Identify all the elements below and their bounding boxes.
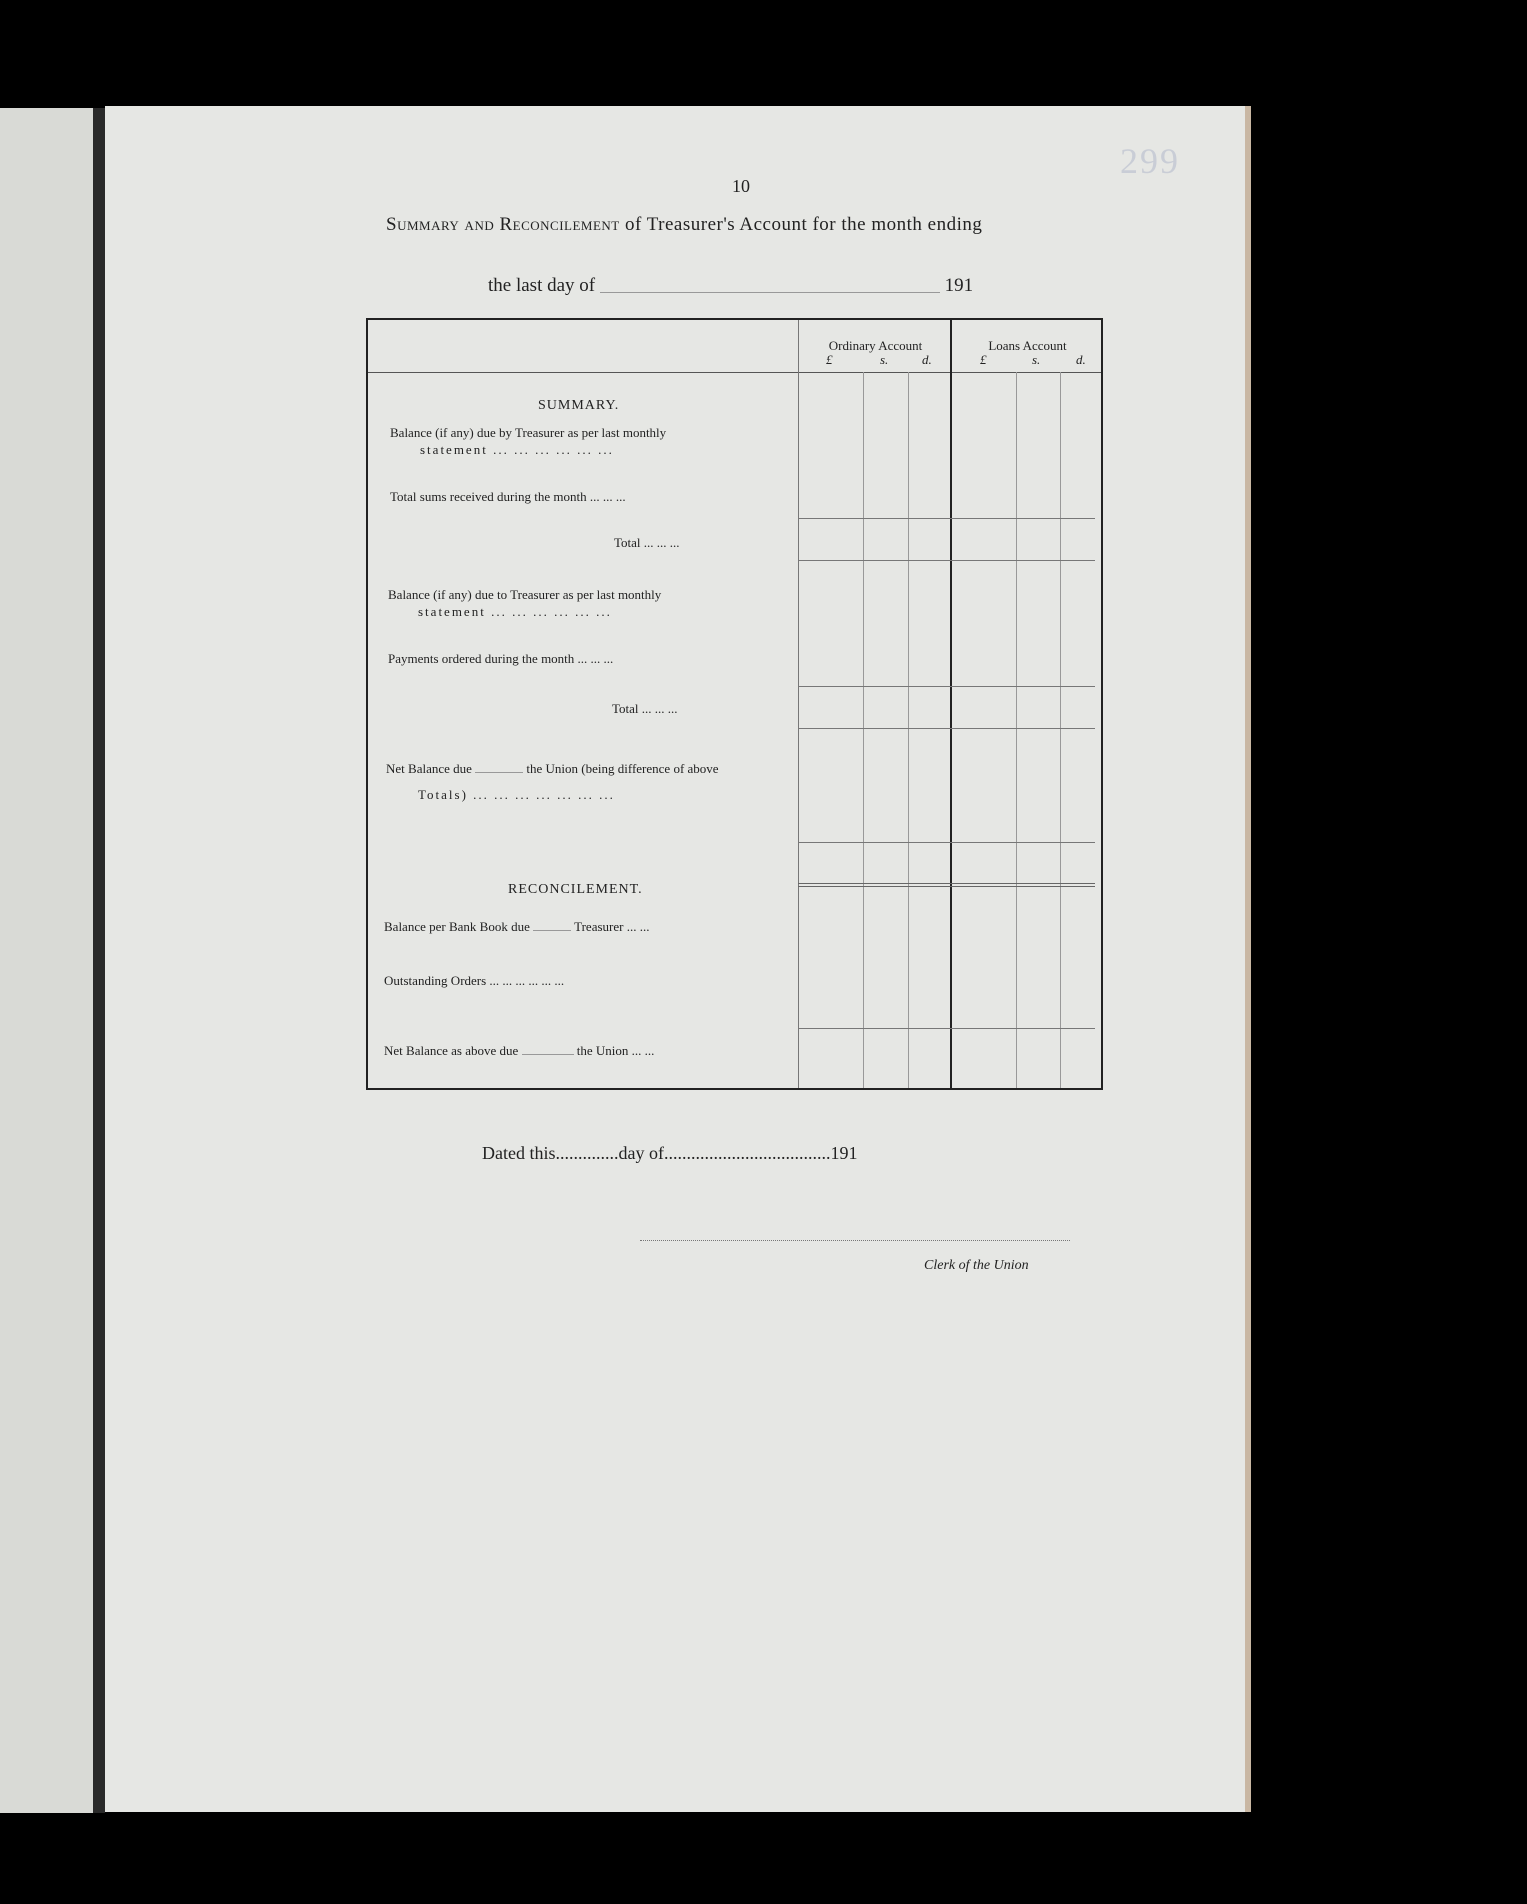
loans-pound-divider: [1016, 372, 1017, 1088]
account-divider: [950, 320, 952, 1088]
ordinary-pence-subheader: d.: [922, 352, 932, 367]
net-above-suffix: the Union ... ...: [576, 1043, 655, 1058]
signature-caption: Clerk of the Union: [924, 1258, 1029, 1273]
title-rest: of Treasurer's Account for the month ending: [619, 214, 983, 235]
loans-shilling-subheader: s.: [1032, 352, 1041, 367]
subline-year: 191: [944, 275, 974, 296]
total-2-top-rule: [798, 686, 1095, 687]
bank-book-balance: [384, 918, 649, 935]
net-balance-as-above: [384, 1042, 654, 1059]
loans-pence-subheader: d.: [1076, 352, 1086, 367]
header-rule: [368, 372, 1101, 373]
loans-pound-subheader: £: [980, 352, 987, 367]
book-gutter: [93, 108, 105, 1813]
subline-prefix: the last day of: [488, 275, 596, 296]
total-1-top-rule: [798, 518, 1095, 519]
total-2-label: Total ... ... ...: [612, 701, 678, 716]
date-subline: [488, 275, 973, 297]
ordinary-pound-subheader: £: [826, 352, 833, 367]
page-title: [386, 214, 982, 236]
account-table: [366, 318, 1103, 1090]
ordinary-pound-divider: [863, 372, 864, 1088]
balance-due-by-treasurer-line2: statement ... ... ... ... ... ...: [420, 442, 614, 457]
net-above-prefix: Net Balance as above due: [384, 1043, 519, 1058]
net-above-blank: [522, 1054, 574, 1055]
bank-book-suffix: Treasurer ... ...: [574, 919, 650, 934]
label-column-divider: [798, 320, 799, 1088]
net-balance-line1: [386, 760, 719, 777]
reconcilement-rule: [798, 1028, 1095, 1029]
total-sums-received: Total sums received during the month ... ... ...: [390, 489, 626, 504]
page-stamp: 299: [1120, 141, 1180, 181]
net-balance-prefix: Net Balance due: [386, 761, 472, 776]
balance-due-to-treasurer-line2: statement ... ... ... ... ... ...: [418, 604, 612, 619]
balance-due-by-treasurer-line1: Balance (if any) due by Treasurer as per last monthly: [390, 425, 667, 440]
total-1-label: Total ... ... ...: [614, 535, 680, 550]
title-small-caps: Summary and Reconcilement: [386, 214, 620, 235]
ordinary-shilling-subheader: s.: [880, 352, 889, 367]
net-balance-suffix: the Union (being difference of above: [526, 761, 719, 776]
summary-heading: SUMMARY.: [538, 398, 620, 413]
net-balance-rule: [798, 842, 1095, 843]
net-balance-line2: Totals) ... ... ... ... ... ... ...: [418, 787, 615, 802]
reconcilement-heading: RECONCILEMENT.: [508, 882, 643, 897]
ordinary-s-divider: [908, 372, 909, 1088]
dated-line: Dated this..............day of.....................................191: [482, 1143, 858, 1163]
payments-ordered: Payments ordered during the month ... ... ...: [388, 651, 614, 666]
outstanding-orders: Outstanding Orders ... ... ... ... ... ...: [384, 973, 565, 988]
loans-s-divider: [1060, 372, 1061, 1088]
loans-account-header: Loans Account: [988, 338, 1067, 353]
bank-book-prefix: Balance per Bank Book due: [384, 919, 530, 934]
signature-line: [640, 1240, 1070, 1241]
subline-blank: [600, 292, 940, 293]
bank-book-blank: [533, 930, 571, 931]
left-page-edge: [0, 108, 93, 1813]
summary-end-double-rule: [798, 883, 1095, 887]
total-2-bottom-rule: [798, 728, 1095, 729]
net-balance-blank: [475, 772, 523, 773]
balance-due-to-treasurer-line1: Balance (if any) due to Treasurer as per last monthly: [388, 587, 662, 602]
page-number: 10: [732, 176, 750, 196]
total-1-bottom-rule: [798, 560, 1095, 561]
ordinary-account-header: Ordinary Account: [828, 338, 923, 353]
